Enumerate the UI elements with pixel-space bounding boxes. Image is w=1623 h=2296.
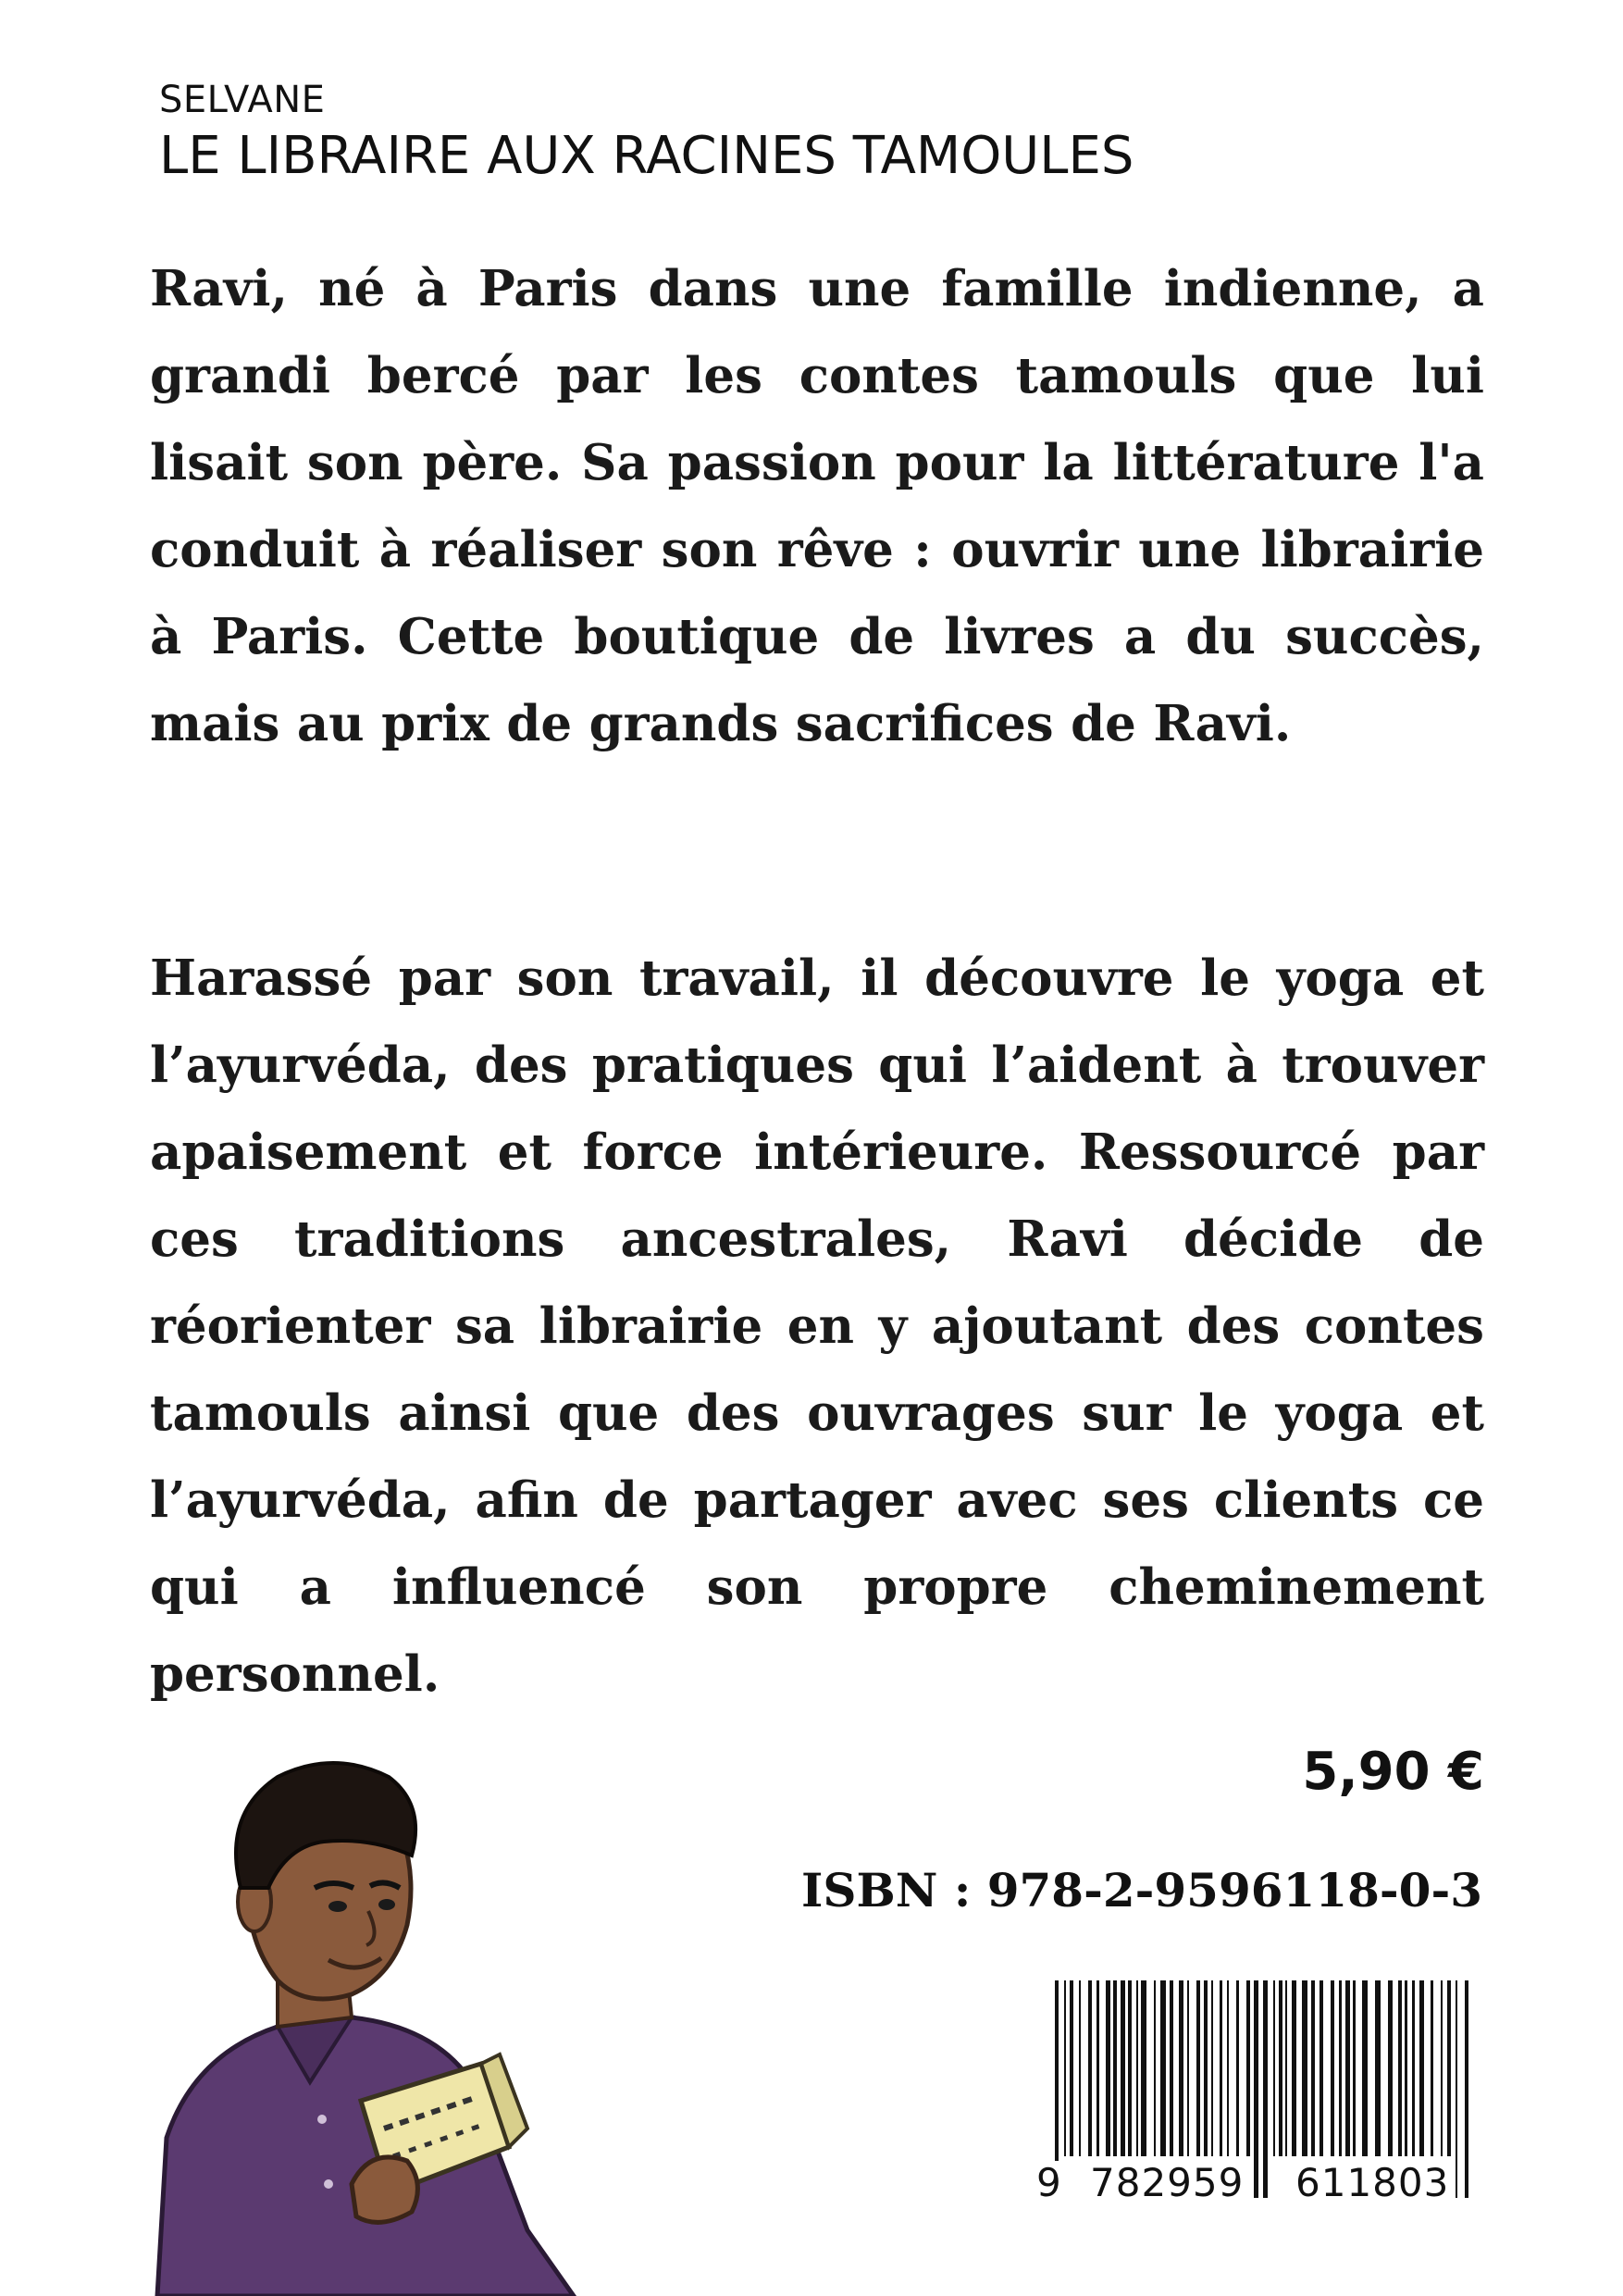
barcode-bar: [1141, 1980, 1146, 2156]
barcode-bar: [1187, 1980, 1189, 2156]
barcode-bar: [1292, 1980, 1296, 2156]
barcode-bar: [1246, 1980, 1250, 2156]
barcode-bar: [1079, 1980, 1081, 2156]
barcode-bar: [1263, 1980, 1268, 2198]
barcode-bar: [1465, 1980, 1468, 2198]
barcode-bar: [1154, 1980, 1156, 2156]
hand-shape: [352, 2157, 417, 2223]
barcode-bar: [1088, 1980, 1092, 2156]
barcode-bar: [1273, 1980, 1275, 2156]
blurb-paragraph-1: Ravi, né à Paris dans une famille indienne, a grandi bercé par les contes tamouls que lui lisait son père. Sa passion pour la littérature l'a conduit à réaliser son rêve : ouvrir une librairie à Paris. Cette boutique de livres a du succès, mais au prix de grands sacrifices de Ravi.: [150, 260, 1484, 752]
barcode-bar: [1302, 1980, 1307, 2156]
barcode-bar: [1345, 1980, 1350, 2156]
barcode-bar: [1405, 1980, 1407, 2156]
author-name: SELVANE: [159, 79, 326, 121]
barcode-bar: [1227, 1980, 1229, 2156]
barcode-bar: [1128, 1980, 1132, 2156]
barcode-bar: [1160, 1980, 1166, 2156]
barcode-bar: [1179, 1980, 1183, 2156]
barcode-bar: [1412, 1980, 1415, 2156]
price-label: 5,90 €: [1302, 1742, 1484, 1802]
book-title: LE LIBRAIRE AUX RACINES TAMOULES: [159, 126, 1134, 186]
barcode-bar: [1070, 1980, 1073, 2156]
barcode-bar: [1113, 1980, 1117, 2156]
barcode-bar: [1064, 1980, 1066, 2156]
barcode-digits-left: 782959: [1090, 2160, 1245, 2205]
man-reading-book-icon: [139, 1749, 583, 2296]
barcode-bar: [1254, 1980, 1258, 2198]
barcode-bar: [1279, 1980, 1282, 2156]
barcode-bar: [1447, 1980, 1451, 2156]
barcode-bar: [1106, 1980, 1110, 2156]
barcode-bar: [1362, 1980, 1368, 2156]
blurb-paragraph-2: Harassé par son travail, il découvre le yoga et l’ayurvéda, des pratiques qui l’aident à trouver apaisement et force intérieure. Ressourcé par ces traditions ancestrales, Ravi décide de réorienter sa librairie en y ajoutant des contes tamouls ainsi que des ouvrages sur le yoga et l’ayurvéda, afin de partager avec ses clients ce qui a influencé son propre cheminement personnel.: [150, 949, 1484, 1703]
barcode-bar: [1319, 1980, 1323, 2156]
shirt-shape: [157, 2017, 574, 2296]
barcode-bar: [1211, 1980, 1213, 2156]
barcode-bar: [1339, 1980, 1342, 2156]
barcode-bar: [1431, 1980, 1433, 2156]
barcode-bar: [1220, 1980, 1222, 2156]
barcode-bar: [1441, 1980, 1443, 2156]
barcode-digits-right: 611803: [1295, 2160, 1450, 2205]
barcode-bar: [1136, 1980, 1138, 2156]
barcode-bar: [1236, 1980, 1239, 2156]
barcode-bar: [1311, 1980, 1315, 2156]
barcode-bar: [1121, 1980, 1125, 2156]
barcode-bar: [1353, 1980, 1356, 2156]
barcode-bar: [1388, 1980, 1393, 2156]
barcode-bar: [1398, 1980, 1402, 2156]
barcode-bar: [1331, 1980, 1334, 2156]
barcode-bar: [1285, 1980, 1287, 2156]
barcode-bar: [1170, 1980, 1173, 2156]
barcode-bar: [1375, 1980, 1381, 2156]
isbn-label: ISBN : 978-2-9596118-0-3: [800, 1863, 1482, 1917]
barcode-bar: [1419, 1980, 1424, 2156]
barcode-bar: [1096, 1980, 1099, 2156]
barcode-bar: [1204, 1980, 1208, 2156]
barcode-bar: [1456, 1980, 1457, 2198]
barcode-bar: [1196, 1980, 1200, 2156]
barcode-lead-digit: 9: [1036, 2160, 1061, 2205]
